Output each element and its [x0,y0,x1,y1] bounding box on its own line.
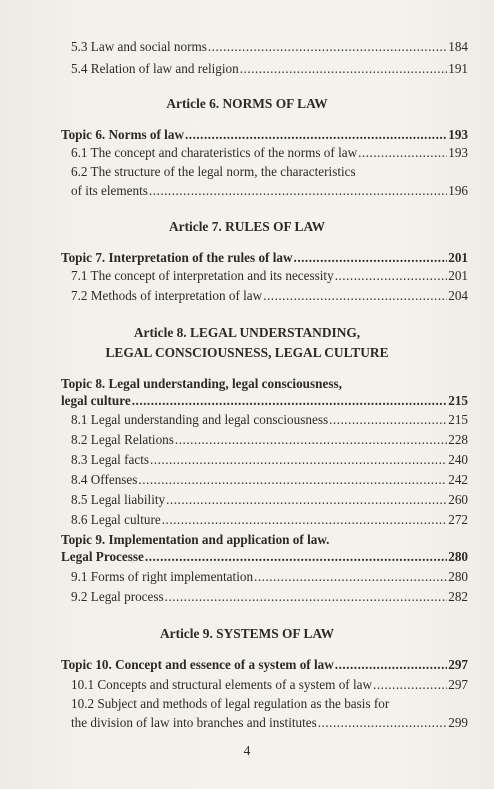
dot-leader [150,451,447,468]
entry-title: 8.4 Offenses [71,472,138,487]
article-heading: Article 6. NORMS OF LAW [166,96,328,111]
entry-page-number: 184 [448,39,468,54]
dot-leader [318,714,447,731]
entry-page-number: 193 [448,145,468,160]
entry-title: 10.1 Concepts and structural elements of a system of law [71,677,373,692]
entry-title: Topic 9. Implementation and application of law. [61,532,330,547]
entry-page-number: 204 [448,288,468,303]
toc-entry [71,431,468,448]
entry-page-number: 201 [448,268,468,283]
dot-leader [254,568,447,585]
dot-leader [145,548,447,565]
entry-page-number: 240 [448,452,468,467]
toc-entry [71,471,468,488]
entry-page-number: 282 [448,589,468,604]
dot-leader [329,411,447,428]
toc-entry [71,695,389,712]
dot-leader [162,511,448,528]
entry-title: 8.5 Legal liability [71,492,166,507]
entry-page-number: 297 [448,657,468,672]
entry-page-number: 299 [448,715,468,730]
toc-entry [71,60,468,77]
toc-entry [71,491,468,508]
dot-leader [240,60,447,77]
toc-topic-entry [61,548,468,565]
page-number: 4 [243,743,251,758]
toc-topic-entry [61,656,468,673]
dot-leader [358,144,447,161]
article-heading: Article 9. SYSTEMS OF LAW [160,626,334,641]
entry-title: 6.1 The concept and charateristics of the norms of law [71,145,358,160]
dot-leader [335,656,447,673]
entry-title: of its elements [71,183,148,198]
toc-entry [71,163,356,180]
entry-page-number: 260 [448,492,468,507]
entry-page-number: 242 [448,472,468,487]
dot-leader [294,249,448,266]
dot-leader [138,471,447,488]
dot-leader [132,392,448,409]
entry-title: 5.3 Law and social norms [71,39,207,54]
article-heading: Article 8. LEGAL UNDERSTANDING, [133,325,361,340]
toc-topic-entry [61,392,468,409]
entry-title: Topic 7. Interpretation of the rules of law [61,250,293,265]
entry-page-number: 215 [448,412,468,427]
entry-title: 8.3 Legal facts [71,452,149,467]
toc-topic-entry [61,126,468,143]
entry-title: 9.2 Legal process [71,589,164,604]
toc-topic-entry [61,249,468,266]
entry-title: Topic 6. Norms of law [61,127,184,142]
toc-entry [71,451,468,468]
toc-entry [71,144,468,161]
entry-page-number: 272 [448,512,468,527]
toc-topic-entry [61,375,342,392]
article-heading: LEGAL CONSCIOUSNESS, LEGAL CULTURE [105,345,389,360]
entry-title: the division of law into branches and institutes [71,715,317,730]
entry-title: legal culture [61,393,131,408]
entry-page-number: 193 [448,127,468,142]
entry-page-number: 297 [448,677,468,692]
dot-leader [335,267,448,284]
entry-title: Legal Processe [61,549,144,564]
dot-leader [263,287,447,304]
toc-entry [71,267,468,284]
dot-leader [185,126,447,143]
entry-title: 9.1 Forms of right implementation [71,569,254,584]
entry-page-number: 191 [448,61,468,76]
entry-page-number: 280 [448,549,468,564]
toc-entry [71,714,468,731]
entry-title: 8.6 Legal culture [71,512,161,527]
entry-title: 6.2 The structure of the legal norm, the characteristics [71,164,356,179]
toc-entry [71,676,468,693]
entry-title: 7.1 The concept of interpretation and its necessity [71,268,334,283]
toc-entry [71,568,468,585]
dot-leader [175,431,447,448]
toc-entry [71,411,468,428]
entry-page-number: 228 [448,432,468,447]
toc-entry [71,38,468,55]
entry-title: 10.2 Subject and methods of legal regulation as the basis for [71,696,390,711]
toc-entry [71,588,468,605]
entry-title: 8.2 Legal Relations [71,432,174,447]
dot-leader [373,676,447,693]
article-heading: Article 7. RULES OF LAW [168,219,326,234]
entry-title: 7.2 Methods of interpretation of law [71,288,263,303]
entry-page-number: 201 [448,250,468,265]
toc-topic-entry [61,531,329,548]
entry-title: 8.1 Legal understanding and legal consciousness [71,412,329,427]
dot-leader [165,588,448,605]
entry-page-number: 215 [448,393,468,408]
entry-title: Topic 10. Concept and essence of a system of law [61,657,334,672]
dot-leader [208,38,447,55]
entry-page-number: 280 [448,569,468,584]
dot-leader [149,182,447,199]
entry-page-number: 196 [448,183,468,198]
entry-title: 5.4 Relation of law and religion [71,61,239,76]
dot-leader [166,491,447,508]
toc-entry [71,182,468,199]
toc-entry [71,287,468,304]
entry-title: Topic 8. Legal understanding, legal consciousness, [61,376,342,391]
toc-entry [71,511,468,528]
